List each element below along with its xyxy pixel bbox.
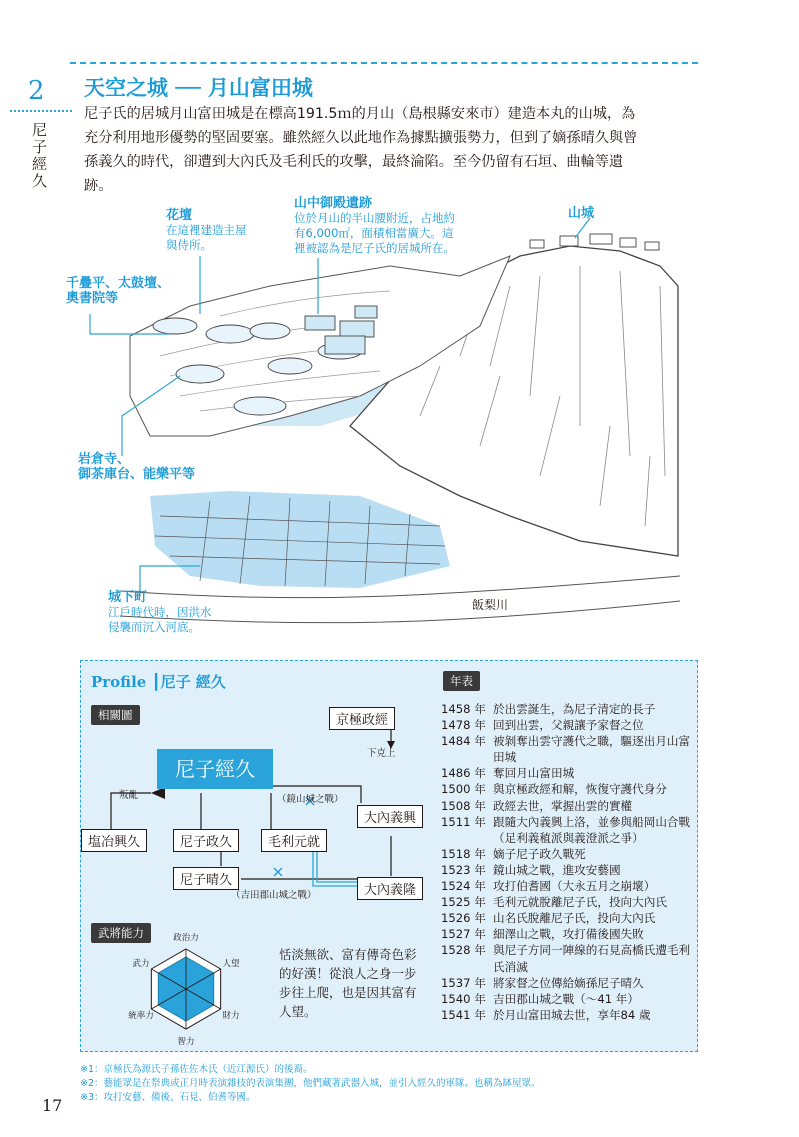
timeline-event: 毛利元就脫離尼子氏，投向大內氏 bbox=[493, 895, 667, 910]
edge-kagamiyama: （鏡山城之戰） bbox=[277, 794, 344, 805]
top-divider bbox=[70, 62, 698, 64]
footnote: ※2：藝能眾是在祭典或正月時表演雜技的表演集團，他們藏著武器入城，並引入經久的軍隊。也稱為缽屋眾。 bbox=[80, 1078, 541, 1089]
timeline-row bbox=[441, 814, 691, 846]
timeline-event: 於出雲誕生，為尼子清定的長子 bbox=[493, 702, 656, 716]
timeline-row bbox=[441, 894, 691, 910]
timeline-row bbox=[441, 942, 691, 974]
ability-tag: 武將能力 bbox=[91, 923, 151, 943]
timeline-event: 於月山富田城去世，享年84 歲 bbox=[493, 1007, 651, 1022]
timeline-year: 1508 年 bbox=[441, 798, 486, 813]
timeline-year: 1486 年 bbox=[441, 766, 486, 781]
timeline-row bbox=[441, 991, 691, 1007]
radar-axis-label: 統率力 bbox=[128, 1011, 154, 1021]
footnotes bbox=[80, 1063, 700, 1105]
intro-paragraph: 尼子氏的居城月山富田城是在標高191.5ｍ的月山（島根縣安來市）建造本丸的山城，為充分利用地形優勢的堅固要塞。雖然經久以此地作為據點擴張勢力，但到了嫡孫晴久與曾孫義久的時代，卻遭到大內氏及毛利氏的攻擊，最終淪陷。至今仍留有石垣、曲輪等遺跡。 bbox=[84, 106, 638, 194]
timeline-row bbox=[441, 910, 691, 926]
node-main: 尼子經久 bbox=[157, 749, 273, 789]
edge-hanran: 叛亂 bbox=[119, 790, 139, 801]
node-masahisa: 尼子政久 bbox=[173, 829, 239, 852]
timeline-event: 細澤山之戰，攻打備後國失敗 bbox=[493, 927, 644, 942]
timeline-row bbox=[441, 878, 691, 894]
footnote: ※1：京極氏為源氏子孫佐佐木氏（近江源氏）的後裔。 bbox=[80, 1064, 313, 1075]
edge-koriyama: （吉田郡山城之戰） bbox=[231, 890, 317, 901]
timeline-tag: 年表 bbox=[443, 671, 480, 691]
timeline-year: 1526 年 bbox=[441, 911, 486, 926]
timeline-event: 回到出雲，父親讓予家督之位 bbox=[493, 718, 644, 733]
label-yamanaka-palace: 山中御殿遺跡 位於月山的半山腰附近，占地約 有6,000㎡，面積相當廣大。這 裡被認為是尼子氏的居城所在。 bbox=[294, 196, 455, 255]
edge-gekokujo: 下克上 bbox=[367, 748, 396, 759]
label-yamajiro: 山城 bbox=[568, 206, 595, 221]
radar-axis-label: 武力 bbox=[132, 959, 150, 969]
page-title: 天空之城 ── 月山富田城 bbox=[84, 76, 313, 100]
timeline-row bbox=[441, 733, 691, 765]
timeline-row bbox=[441, 862, 691, 878]
castle-illustration bbox=[60, 196, 700, 636]
label-iwakura: 岩倉寺、 御茶庫台、能樂平等 bbox=[78, 452, 196, 482]
timeline-year: 1524 年 bbox=[441, 879, 486, 894]
side-divider bbox=[10, 110, 72, 112]
node-kyogoku: 京極政經 bbox=[329, 707, 395, 730]
timeline-year: 1484 年 bbox=[441, 734, 486, 749]
footnote: ※3：攻打安藝、備後、石見、伯耆等國。 bbox=[80, 1092, 256, 1103]
node-ouchi-yoshioki: 大內義興 bbox=[357, 805, 423, 828]
timeline-row bbox=[441, 781, 691, 797]
timeline-year: 1527 年 bbox=[441, 927, 486, 942]
node-ouchi-yoshitaka: 大內義隆 bbox=[357, 877, 423, 900]
timeline-year: 1478 年 bbox=[441, 718, 486, 733]
timeline-row bbox=[441, 717, 691, 733]
timeline-year: 1540 年 bbox=[441, 991, 486, 1006]
timeline-row bbox=[441, 1007, 691, 1023]
timeline-event: 被剝奪出雲守護代之職，驅逐出月山富田城 bbox=[493, 734, 691, 765]
timeline-event: 嫡子尼子政久戰死 bbox=[493, 846, 586, 861]
timeline-year: 1525 年 bbox=[441, 895, 486, 910]
timeline-event: 跟隨大內義興上洛，並參與船岡山合戰（足利義稙派與義澄派之爭） bbox=[493, 814, 691, 845]
timeline-event: 將家督之位傳給嫡孫尼子晴久 bbox=[493, 975, 644, 990]
timeline-event: 鏡山城之戰，進攻安藝國 bbox=[493, 862, 621, 877]
profile-panel bbox=[80, 660, 698, 1052]
radar-axis-label: 財力 bbox=[222, 1011, 240, 1021]
node-enya: 塩冶興久 bbox=[81, 829, 147, 852]
timeline-event: 政經去世，掌握出雲的實權 bbox=[493, 798, 633, 813]
timeline-row bbox=[441, 975, 691, 991]
radar-axis-label: 人望 bbox=[222, 959, 240, 969]
timeline-row bbox=[441, 846, 691, 862]
timeline-row bbox=[441, 798, 691, 814]
timeline-year: 1511 年 bbox=[441, 814, 486, 829]
node-haruhisa: 尼子晴久 bbox=[173, 867, 239, 890]
timeline-year: 1537 年 bbox=[441, 975, 486, 990]
timeline-event: 攻打伯耆國（大永五月之崩壞） bbox=[493, 879, 656, 894]
timeline-event: 與京極政經和解，恢復守護代身分 bbox=[493, 782, 667, 797]
node-mori: 毛利元就 bbox=[261, 829, 327, 852]
timeline-row bbox=[441, 765, 691, 781]
label-river: 飯梨川 bbox=[472, 598, 509, 612]
timeline-year: 1541 年 bbox=[441, 1007, 486, 1022]
timeline-event: 與尼子方同一陣線的石見高橋氏遭毛利氏消滅 bbox=[493, 943, 691, 974]
timeline-year: 1523 年 bbox=[441, 862, 486, 877]
timeline-event: 吉田郡山城之戰（～41 年） bbox=[493, 991, 639, 1006]
timeline-year: 1518 年 bbox=[441, 846, 486, 861]
ability-radar-chart bbox=[101, 933, 271, 1045]
timeline-year: 1500 年 bbox=[441, 782, 486, 797]
timeline-row bbox=[441, 926, 691, 942]
relation-tag: 相關圖 bbox=[91, 705, 140, 725]
chapter-number: 2 bbox=[28, 76, 45, 106]
radar-axis-label: 智力 bbox=[177, 1037, 195, 1045]
timeline-event: 山名氏脫離尼子氏，投向大內氏 bbox=[493, 911, 656, 926]
timeline-year: 1458 年 bbox=[441, 702, 486, 716]
radar-axis-label: 政治力 bbox=[173, 933, 199, 943]
timeline-event: 奪回月山富田城 bbox=[493, 766, 575, 781]
page-number: 17 bbox=[42, 1096, 63, 1115]
label-jokamachi: 城下町 江戶時代時，因洪水 侵襲而沉入河底。 bbox=[108, 590, 212, 634]
timeline bbox=[441, 701, 691, 1023]
side-title: 尼子經久 bbox=[30, 122, 48, 190]
ability-description: 恬淡無欲、富有傳奇色彩的好漢！從浪人之身一步步往上爬，也是因其富有人望。 bbox=[279, 947, 417, 1019]
castle-landscape-drawing bbox=[60, 196, 700, 636]
profile-title: Profile ┃尼子 經久 bbox=[91, 673, 226, 691]
label-senjo: 千疊平、太鼓壇、 奧書院等 bbox=[66, 276, 171, 306]
label-kadan: 花壇 在這裡建造主屋 與侍所。 bbox=[166, 208, 247, 252]
timeline-row bbox=[441, 701, 691, 717]
timeline-year: 1528 年 bbox=[441, 943, 486, 958]
